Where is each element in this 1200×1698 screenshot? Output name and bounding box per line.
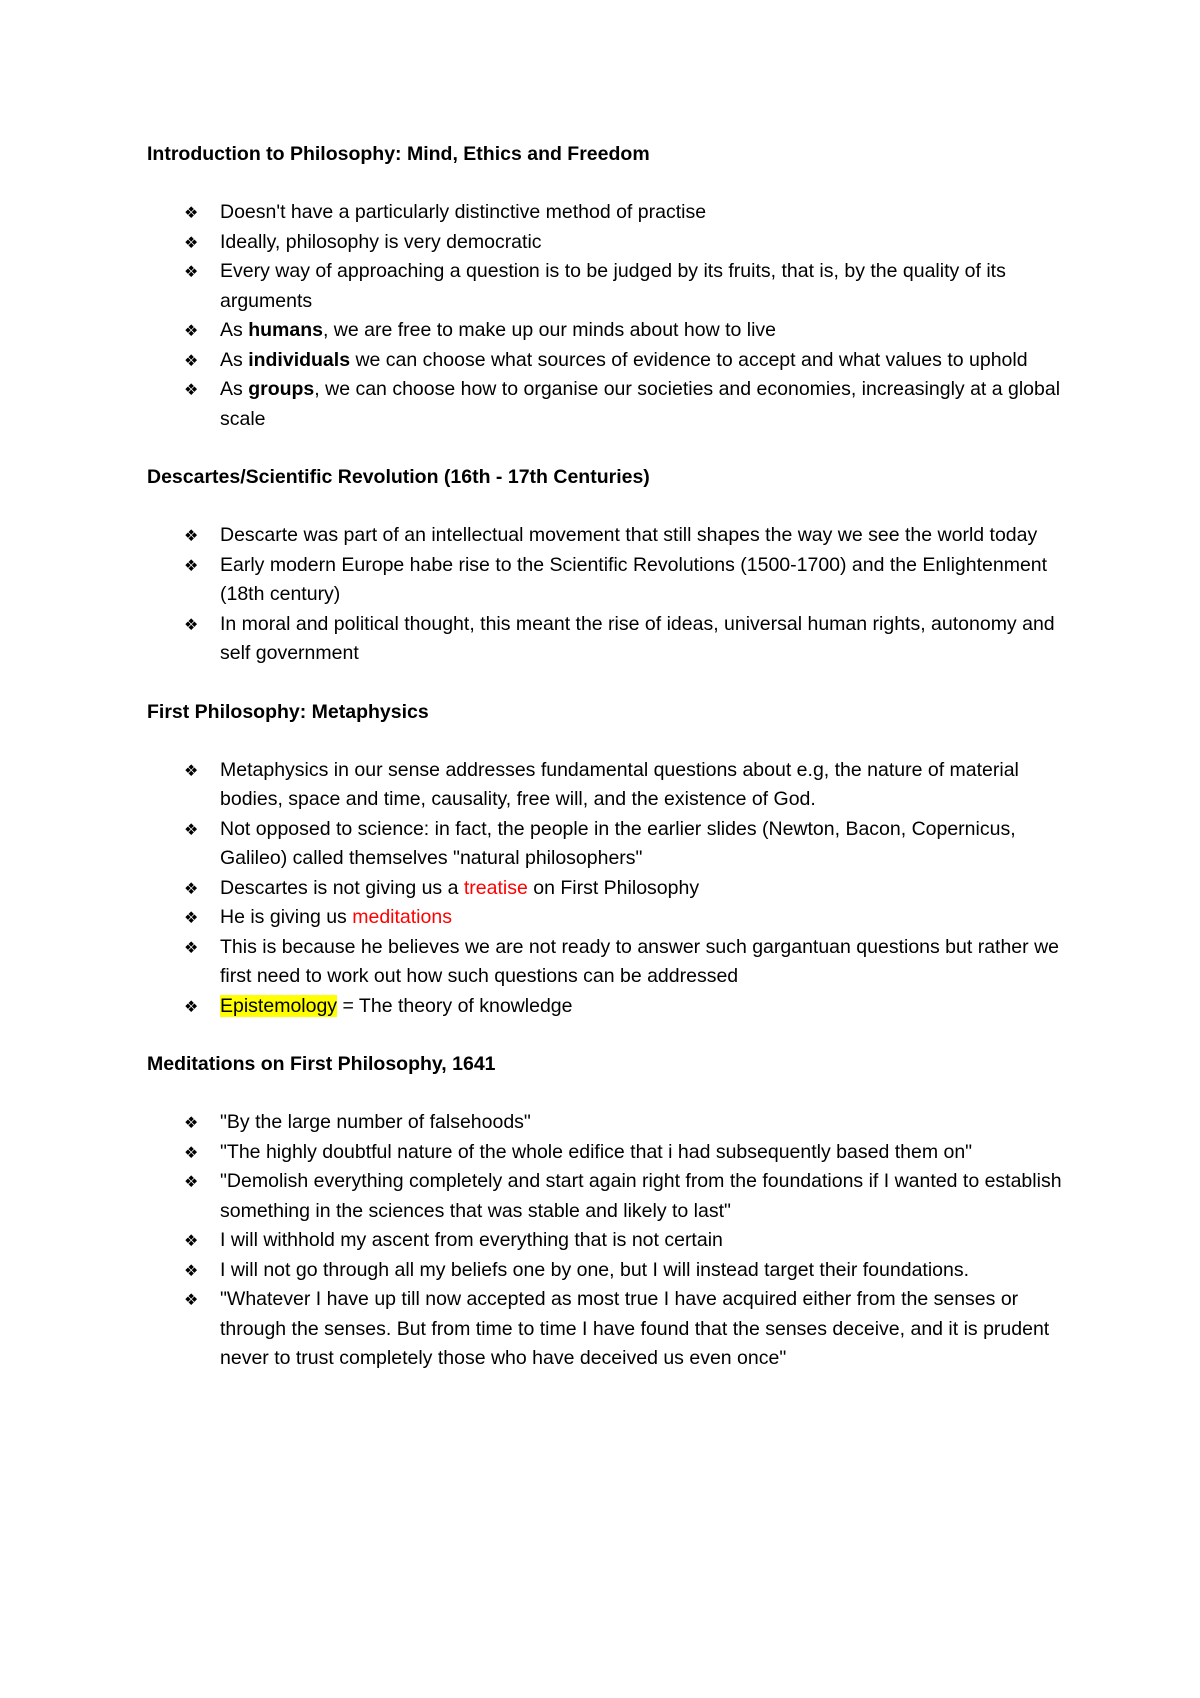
text-segment: "Whatever I have up till now accepted as most true I have acquired either from the senses or through the senses. But from time to time I have found that the senses deceive, and it is prudent never to trust completely those who have deceived us even once" bbox=[220, 1288, 1050, 1369]
list-item bbox=[147, 551, 1077, 610]
section-heading: Introduction to Philosophy: Mind, Ethics and Freedom bbox=[147, 143, 650, 165]
section bbox=[147, 698, 1077, 1051]
text-segment: Descarte was part of an intellectual movement that still shapes the way we see the world today bbox=[220, 524, 1038, 546]
list-item bbox=[147, 1108, 1077, 1138]
section bbox=[147, 1050, 1077, 1374]
list-item bbox=[147, 756, 1077, 815]
bullet-list bbox=[147, 198, 1077, 434]
list-item bbox=[147, 228, 1077, 258]
diamond-bullet-icon: ❖ bbox=[184, 1290, 199, 1309]
text-segment: In moral and political thought, this meant the rise of ideas, universal human rights, autonomy and self government bbox=[220, 612, 1055, 664]
section bbox=[147, 140, 1077, 463]
list-item bbox=[147, 521, 1077, 551]
list-item bbox=[147, 874, 1077, 904]
list-item bbox=[147, 346, 1077, 376]
diamond-bullet-icon: ❖ bbox=[184, 262, 199, 281]
text-segment: "Demolish everything completely and start again right from the foundations if I wanted to establish something in the sciences that was stable and likely to last" bbox=[220, 1170, 1062, 1222]
text-segment: = The theory of knowledge bbox=[337, 994, 573, 1017]
blank-line bbox=[147, 169, 1077, 198]
diamond-bullet-icon: ❖ bbox=[184, 321, 199, 340]
text-segment: , we are free to make up our minds about how to live bbox=[322, 319, 777, 341]
section bbox=[147, 463, 1077, 698]
diamond-bullet-icon: ❖ bbox=[184, 232, 199, 252]
text-segment: Metaphysics in our sense addresses fundamental questions about e.g, the nature of material bodies, space and time, causality, free will, and the existence of God. bbox=[220, 758, 1019, 810]
diamond-bullet-icon: ❖ bbox=[184, 526, 199, 545]
bullet-list bbox=[147, 1108, 1077, 1374]
diamond-bullet-icon: ❖ bbox=[184, 1142, 199, 1162]
bold-term: humans bbox=[248, 319, 323, 341]
diamond-bullet-icon: ❖ bbox=[184, 1172, 199, 1191]
red-term: treatise bbox=[463, 876, 528, 899]
section-heading: Meditations on First Philosophy, 1641 bbox=[147, 1053, 496, 1075]
section-gap bbox=[147, 434, 1077, 463]
diamond-bullet-icon: ❖ bbox=[184, 555, 199, 575]
document-page bbox=[147, 140, 1077, 1374]
red-term: meditations bbox=[352, 906, 452, 928]
text-segment: "By the large number of falsehoods" bbox=[220, 1111, 531, 1133]
blank-line bbox=[147, 727, 1077, 756]
diamond-bullet-icon: ❖ bbox=[184, 760, 199, 780]
text-segment: Early modern Europe habe rise to the Scientific Revolutions (1500-1700) and the Enlightenment (18th century) bbox=[220, 553, 1048, 605]
list-item bbox=[147, 992, 1077, 1022]
list-item bbox=[147, 1138, 1077, 1168]
list-item bbox=[147, 815, 1077, 874]
list-item bbox=[147, 1226, 1077, 1256]
diamond-bullet-icon: ❖ bbox=[184, 878, 199, 898]
text-segment: Doesn't have a particularly distinctive method of practise bbox=[220, 201, 707, 223]
diamond-bullet-icon: ❖ bbox=[184, 614, 199, 634]
text-segment: He is giving us bbox=[220, 906, 353, 928]
list-item bbox=[147, 257, 1077, 316]
text-segment: I will withhold my ascent from everything that is not certain bbox=[220, 1229, 723, 1251]
list-item bbox=[147, 1167, 1077, 1226]
diamond-bullet-icon: ❖ bbox=[184, 937, 199, 957]
text-segment: As bbox=[220, 378, 249, 400]
text-segment: As bbox=[220, 319, 249, 341]
list-item bbox=[147, 316, 1077, 346]
section-gap bbox=[147, 1021, 1077, 1050]
text-segment: This is because he believes we are not ready to answer such gargantuan questions but rather we first need to work out how such questions can be addressed bbox=[220, 935, 1059, 987]
text-segment: Every way of approaching a question is to be judged by its fruits, that is, by the quality of its arguments bbox=[220, 260, 1006, 312]
list-item bbox=[147, 610, 1077, 669]
diamond-bullet-icon: ❖ bbox=[184, 350, 199, 370]
section-gap bbox=[147, 669, 1077, 698]
diamond-bullet-icon: ❖ bbox=[184, 908, 199, 927]
text-segment: Ideally, philosophy is very democratic bbox=[220, 230, 542, 253]
text-segment: Not opposed to science: in fact, the people in the earlier slides (Newton, Bacon, Copernicus, Galileo) called themselves "natural philosophers" bbox=[220, 817, 1016, 869]
list-item bbox=[147, 198, 1077, 228]
section-heading: Descartes/Scientific Revolution (16th - 17th Centuries) bbox=[147, 466, 650, 488]
text-segment: on First Philosophy bbox=[527, 876, 700, 899]
text-segment: As bbox=[220, 348, 249, 371]
text-segment: I will not go through all my beliefs one by one, but I will instead target their foundations. bbox=[220, 1258, 970, 1281]
text-segment: we can choose what sources of evidence to accept and what values to uphold bbox=[350, 348, 1028, 371]
list-item bbox=[147, 903, 1077, 933]
diamond-bullet-icon: ❖ bbox=[184, 819, 199, 839]
diamond-bullet-icon: ❖ bbox=[184, 1113, 199, 1132]
list-item bbox=[147, 375, 1077, 434]
blank-line bbox=[147, 1079, 1077, 1108]
highlighted-term: Epistemology bbox=[220, 994, 338, 1017]
diamond-bullet-icon: ❖ bbox=[184, 996, 199, 1016]
list-item bbox=[147, 1285, 1077, 1374]
text-segment: Descartes is not giving us a bbox=[220, 876, 464, 899]
diamond-bullet-icon: ❖ bbox=[184, 380, 199, 399]
diamond-bullet-icon: ❖ bbox=[184, 1231, 199, 1250]
text-segment: "The highly doubtful nature of the whole edifice that i had subsequently based them on" bbox=[220, 1140, 973, 1163]
section-heading: First Philosophy: Metaphysics bbox=[147, 700, 429, 723]
text-segment: , we can choose how to organise our societies and economies, increasingly at a global scale bbox=[220, 378, 1061, 430]
diamond-bullet-icon: ❖ bbox=[184, 203, 199, 222]
bold-term: individuals bbox=[248, 348, 351, 371]
bold-term: groups bbox=[248, 378, 315, 400]
blank-line bbox=[147, 492, 1077, 521]
list-item bbox=[147, 933, 1077, 992]
diamond-bullet-icon: ❖ bbox=[184, 1260, 199, 1280]
bullet-list bbox=[147, 756, 1077, 1022]
list-item bbox=[147, 1256, 1077, 1286]
bullet-list bbox=[147, 521, 1077, 669]
